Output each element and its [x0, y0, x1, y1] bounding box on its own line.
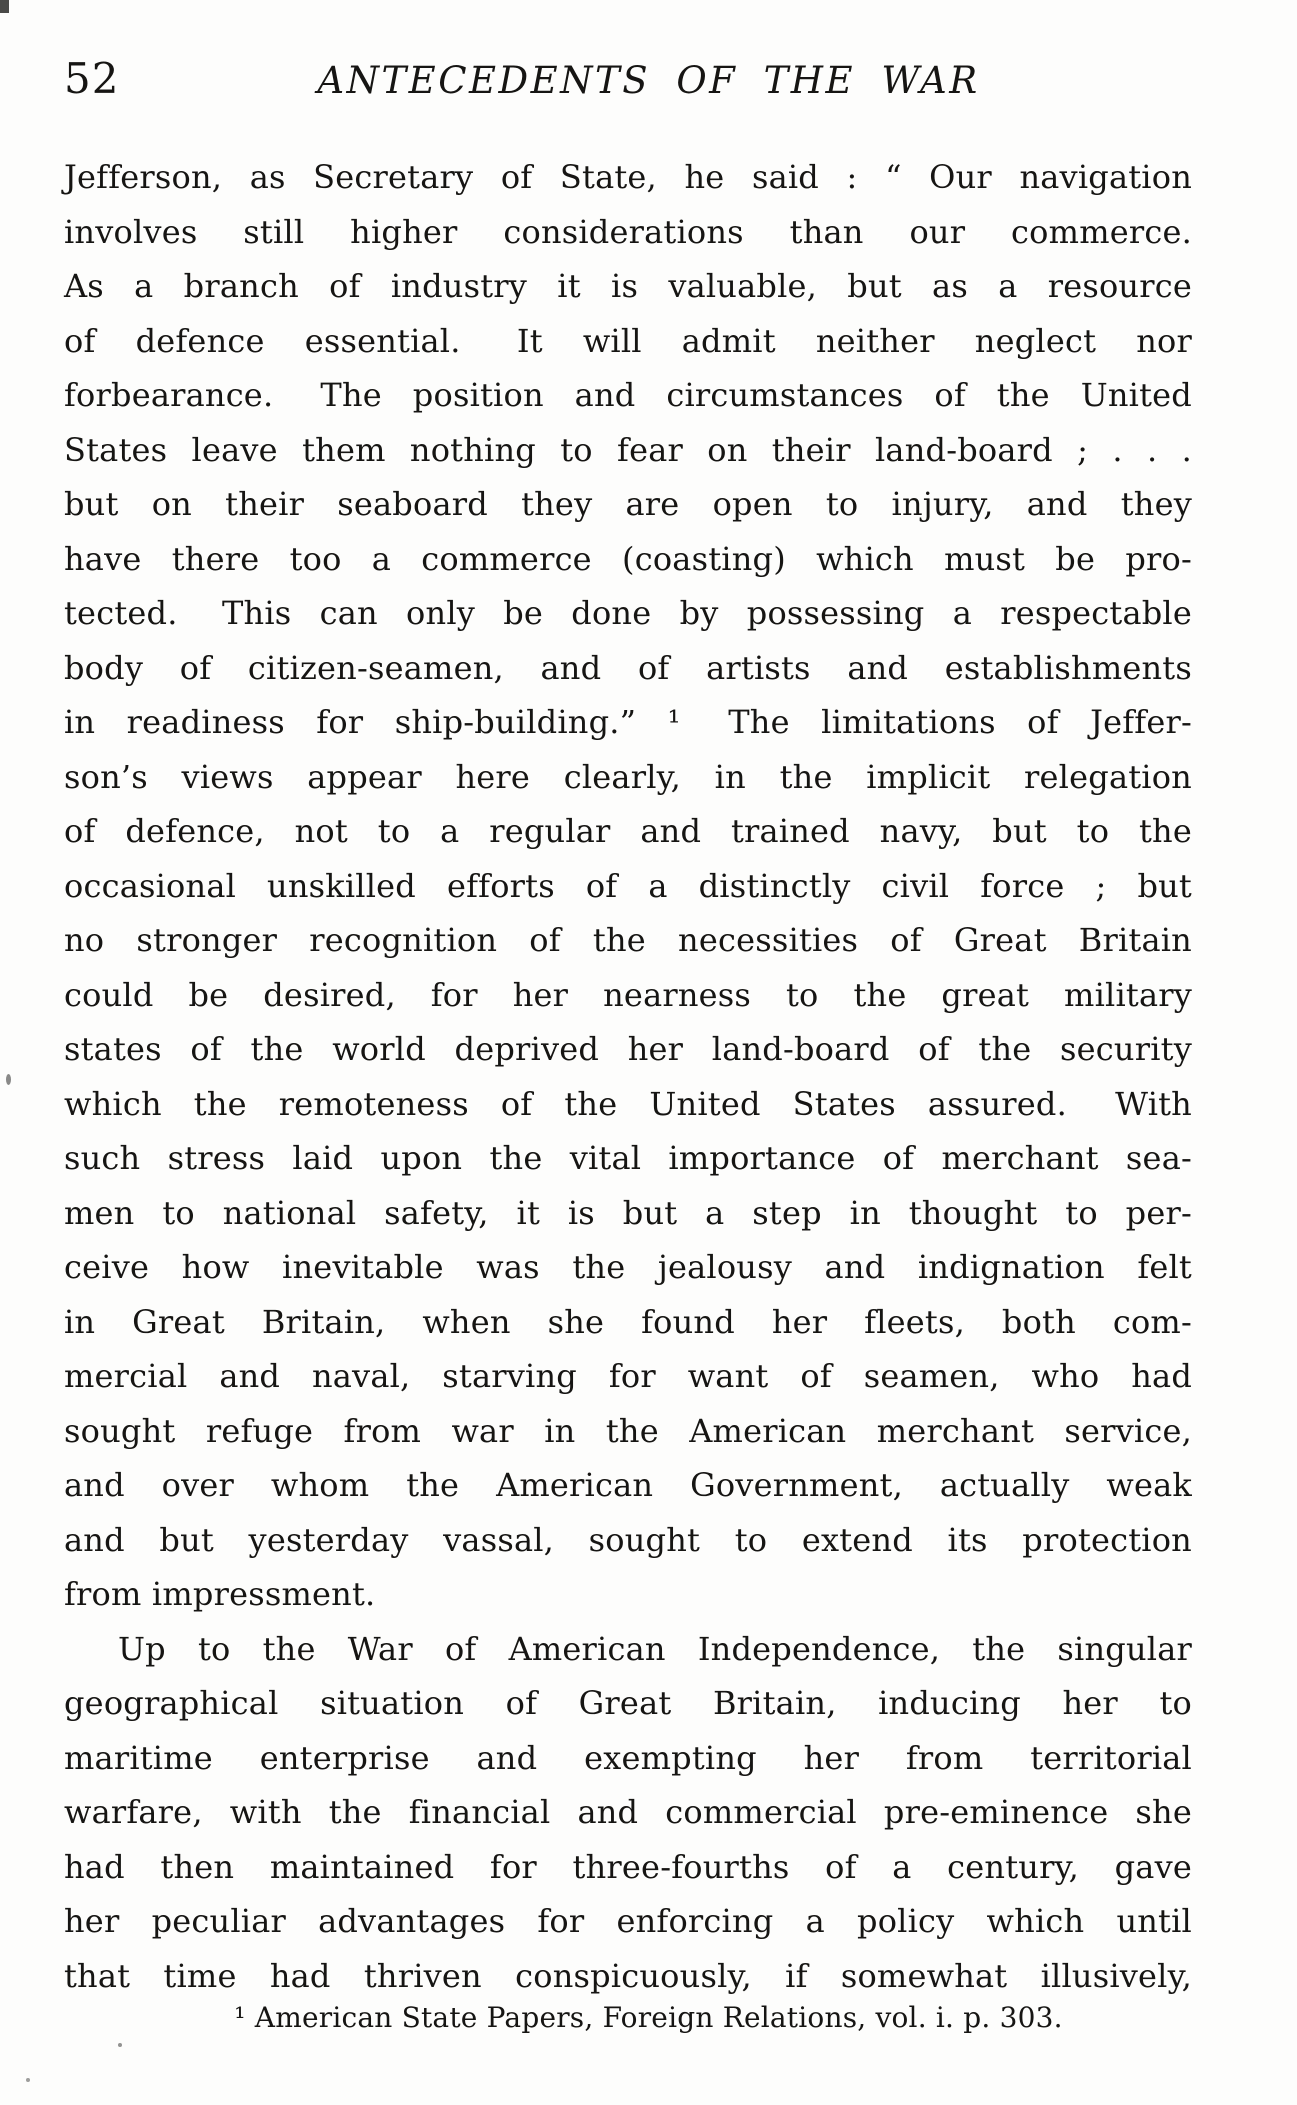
page-header — [0, 55, 1297, 107]
text-line: As a branch of industry it is valuable, but as a resource — [64, 267, 1192, 305]
scan-artifact — [6, 1074, 11, 1085]
text-line: Up to the War of American Independence, the singular — [118, 1629, 1192, 1668]
text-line: of defence essential. It will admit neither neglect nor — [64, 321, 1192, 360]
text-line: could be desired, for her nearness to the great military — [64, 975, 1192, 1014]
text-line: occasional unskilled efforts of a distinctly civil force ; but — [64, 866, 1192, 905]
text-line: of defence, not to a regular and trained navy, but to the — [64, 812, 1192, 850]
text-line: no stronger recognition of the necessities of Great Britain — [64, 921, 1192, 959]
text-line: from impressment. — [64, 1575, 376, 1613]
page-body — [64, 150, 1192, 2003]
page-number: 52 — [64, 54, 120, 103]
text-line: body of citizen-seamen, and of artists and establishments — [64, 648, 1192, 687]
text-line: tected. This can only be done by possessing a respectable — [64, 594, 1192, 632]
text-line: in readiness for ship-building.” ¹ The limitations of Jeffer- — [64, 703, 1192, 741]
text-line: geographical situation of Great Britain, inducing her to — [64, 1684, 1192, 1722]
paragraph-jefferson-quote — [64, 150, 1192, 1622]
text-line: such stress laid upon the vital importance of merchant sea- — [64, 1139, 1192, 1177]
text-line: mercial and naval, starving for want of seamen, who had — [64, 1357, 1192, 1395]
text-line: maritime enterprise and exempting her from territorial — [64, 1738, 1192, 1777]
text-line: States leave them nothing to fear on their land-board ; . . . — [64, 430, 1192, 469]
text-line: states of the world deprived her land-board of the security — [64, 1030, 1192, 1068]
text-line: involves still higher considerations than our commerce. — [64, 212, 1192, 251]
text-line: and over whom the American Government, actually weak — [64, 1466, 1192, 1504]
paragraph-war-of-independence — [64, 1622, 1192, 2004]
text-line: sought refuge from war in the American merchant service, — [64, 1411, 1192, 1450]
scan-artifact — [26, 2078, 30, 2082]
text-line: had then maintained for three-fourths of a century, gave — [64, 1847, 1192, 1886]
scan-artifact — [0, 0, 9, 13]
running-title: ANTECEDENTS OF THE WAR — [317, 59, 980, 102]
text-line: men to national safety, it is but a step in thought to per- — [64, 1193, 1192, 1232]
text-line: her peculiar advantages for enforcing a policy which until — [64, 1902, 1192, 1940]
footnote — [0, 1998, 1297, 2038]
text-line: warfare, with the financial and commercial pre-eminence she — [64, 1793, 1192, 1831]
text-line: in Great Britain, when she found her fleets, both com- — [64, 1302, 1192, 1341]
text-line: son’s views appear here clearly, in the implicit relegation — [64, 757, 1192, 796]
text-line: forbearance. The position and circumstances of the United — [64, 376, 1192, 414]
scan-artifact — [118, 2043, 122, 2047]
text-line: which the remoteness of the United States assured. With — [64, 1084, 1192, 1123]
text-line: have there too a commerce (coasting) which must be pro- — [64, 539, 1192, 578]
text-line: ceive how inevitable was the jealousy and indignation felt — [64, 1248, 1192, 1286]
text-line: but on their seaboard they are open to injury, and they — [64, 485, 1192, 523]
text-line: and but yesterday vassal, sought to extend its protection — [64, 1520, 1192, 1559]
footnote-text: ¹ American State Papers, Foreign Relations, vol. i. p. 303. — [234, 2001, 1063, 2034]
text-line: that time had thriven conspicuously, if somewhat illusively, — [64, 1956, 1192, 1995]
text-line: Jefferson, as Secretary of State, he said : “ Our navigation — [64, 158, 1192, 196]
